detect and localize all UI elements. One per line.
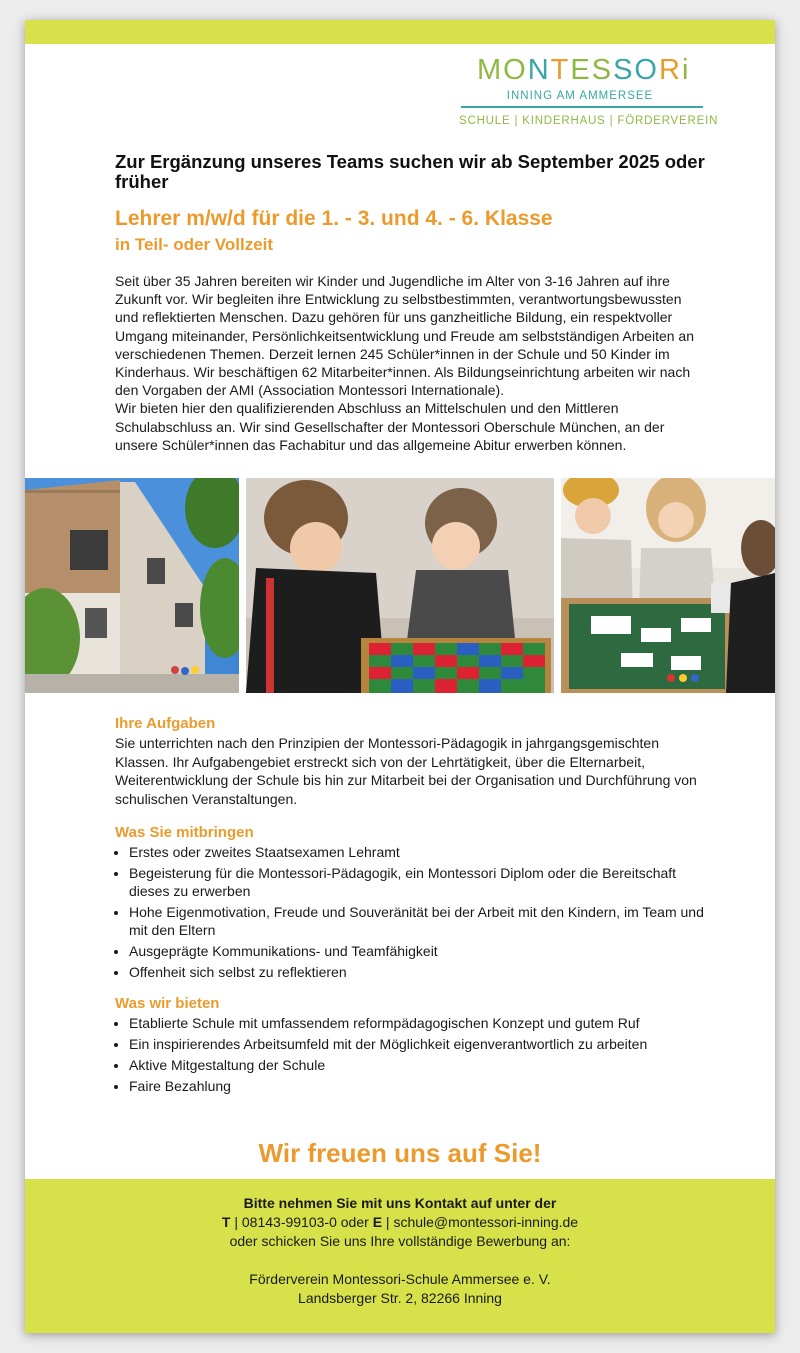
intro-paragraph (115, 272, 705, 454)
logo-divider (461, 106, 703, 108)
students-teacher-photo (561, 478, 775, 693)
list-item: • Erstes oder zweites Staatsexamen Lehramt (129, 843, 705, 861)
school-building-photo (25, 478, 239, 693)
list-item: • Aktive Mitgestaltung der Schule (129, 1056, 705, 1074)
list-item: • Etablierte Schule mit umfassendem reformpädagogischen Konzept und gutem Ruf (129, 1014, 705, 1032)
photo-strip (25, 478, 775, 693)
intro-paragraph-1: Seit über 35 Jahren bereiten wir Kinder und Jugendliche im Alter von 3-16 Jahren auf ihre Zukunft vor. Wir begleiten ihre Entwicklung zu selbstbestimmten, verantwortungsbewussten und reflektierten Menschen. Dazu gehören für uns ganzheitliche Bildung, ein respektvoller Umgang miteinander, Persönlichkeitsentwicklung und Freude am selbstständigen Arbeiten an verschiedenen Themen. Derzeit lernen 245 Schüler*innen in der Schule und 50 Kinder im Kinderhaus. Wir beschäftigen 62 Mitarbeiter*innen. Als Bildungseinrichtung arbeiten wir nach den Vorgaben der AMI (Association Montessori Internationale). (115, 273, 695, 399)
logo-wordmark: MONTESSORi (477, 54, 691, 86)
montessori-logo (455, 52, 719, 132)
list-item: • Begeisterung für die Montessori-Pädagogik, ein Montessori Diplom oder die Bereitschaft dieses zu erwerben (129, 864, 705, 900)
offers-section (115, 994, 705, 1095)
requirements-list (115, 843, 705, 981)
job-posting-card (25, 20, 775, 1333)
contact-heading: Bitte nehmen Sie mit uns Kontakt auf unter der (243, 1195, 557, 1211)
or-word: oder (340, 1214, 369, 1230)
email-label: E (372, 1214, 383, 1230)
logo-subtitle: INNING AM AMMERSEE (506, 90, 654, 102)
details-section (115, 714, 705, 1098)
list-item: • Offenheit sich selbst zu reflektieren (129, 963, 705, 981)
headline: Zur Ergänzung unseres Teams suchen wir ab September 2025 oder früher (115, 151, 705, 192)
application-text: oder schicken Sie uns Ihre vollständige Bewerbung an: (229, 1233, 571, 1249)
position-title: Lehrer m/w/d für die 1. - 3. und 4. - 6. Klasse (115, 207, 553, 230)
position-subtitle: in Teil- oder Vollzeit (115, 235, 274, 254)
phone-label: T (221, 1214, 231, 1230)
list-item: • Ein inspirierendes Arbeitsumfeld mit der Möglichkeit eigenverantwortlich zu arbeiten (129, 1035, 705, 1053)
logo-tags: SCHULE | KINDERHAUS | FÖRDERVEREIN (459, 115, 719, 127)
intro-paragraph-2: Wir bieten hier den qualifizierenden Abschluss an Mittelschulen und den Mittleren Schulabschluss an. Wir sind Gesellschafter der Montessori Oberschule München, an der unsere Schüler*innen das Fachabitur und das allgemeine Abitur erwerben können. (115, 400, 665, 453)
tasks-section (115, 714, 705, 808)
list-item: • Hohe Eigenmotivation, Freude und Souveränität bei der Arbeit mit den Kindern, im Team und mit den Eltern (129, 903, 705, 939)
offers-list (115, 1014, 705, 1095)
org-address: Landsberger Str. 2, 82266 Inning (298, 1290, 502, 1306)
contact-line: T | 08143-99103-0 oder E | schule@montessori-inning.de (221, 1214, 579, 1230)
children-math-board-photo (246, 478, 554, 693)
requirements-title: Was Sie mitbringen (115, 824, 254, 841)
tasks-title: Ihre Aufgaben (115, 715, 216, 732)
intro-section (115, 152, 705, 454)
phone-number[interactable]: 08143-99103-0 (241, 1214, 337, 1230)
tasks-text: Sie unterrichten nach den Prinzipien der Montessori-Pädagogik in jahrgangsgemischten Klassen. Ihr Aufgabengebiet erstreckt sich von der Lehrtätigkeit, über die Elternarbeit, Weiterentwicklung der Schule bis hin zur Mitarbeit bei der Organisation und Durchführung von schulischen Veranstaltungen. (115, 735, 697, 807)
list-item: • Ausgeprägte Kommunikations- und Teamfähigkeit (129, 942, 705, 960)
offers-title: Was wir bieten (115, 995, 220, 1012)
top-accent-bar (25, 20, 775, 44)
closing-message: Wir freuen uns auf Sie! (258, 1138, 542, 1168)
list-item: • Faire Bezahlung (129, 1077, 705, 1095)
org-name: Förderverein Montessori-Schule Ammersee e. V. (249, 1271, 551, 1287)
email-address[interactable]: schule@montessori-inning.de (393, 1214, 579, 1230)
contact-footer (25, 1179, 775, 1333)
requirements-section (115, 823, 705, 981)
